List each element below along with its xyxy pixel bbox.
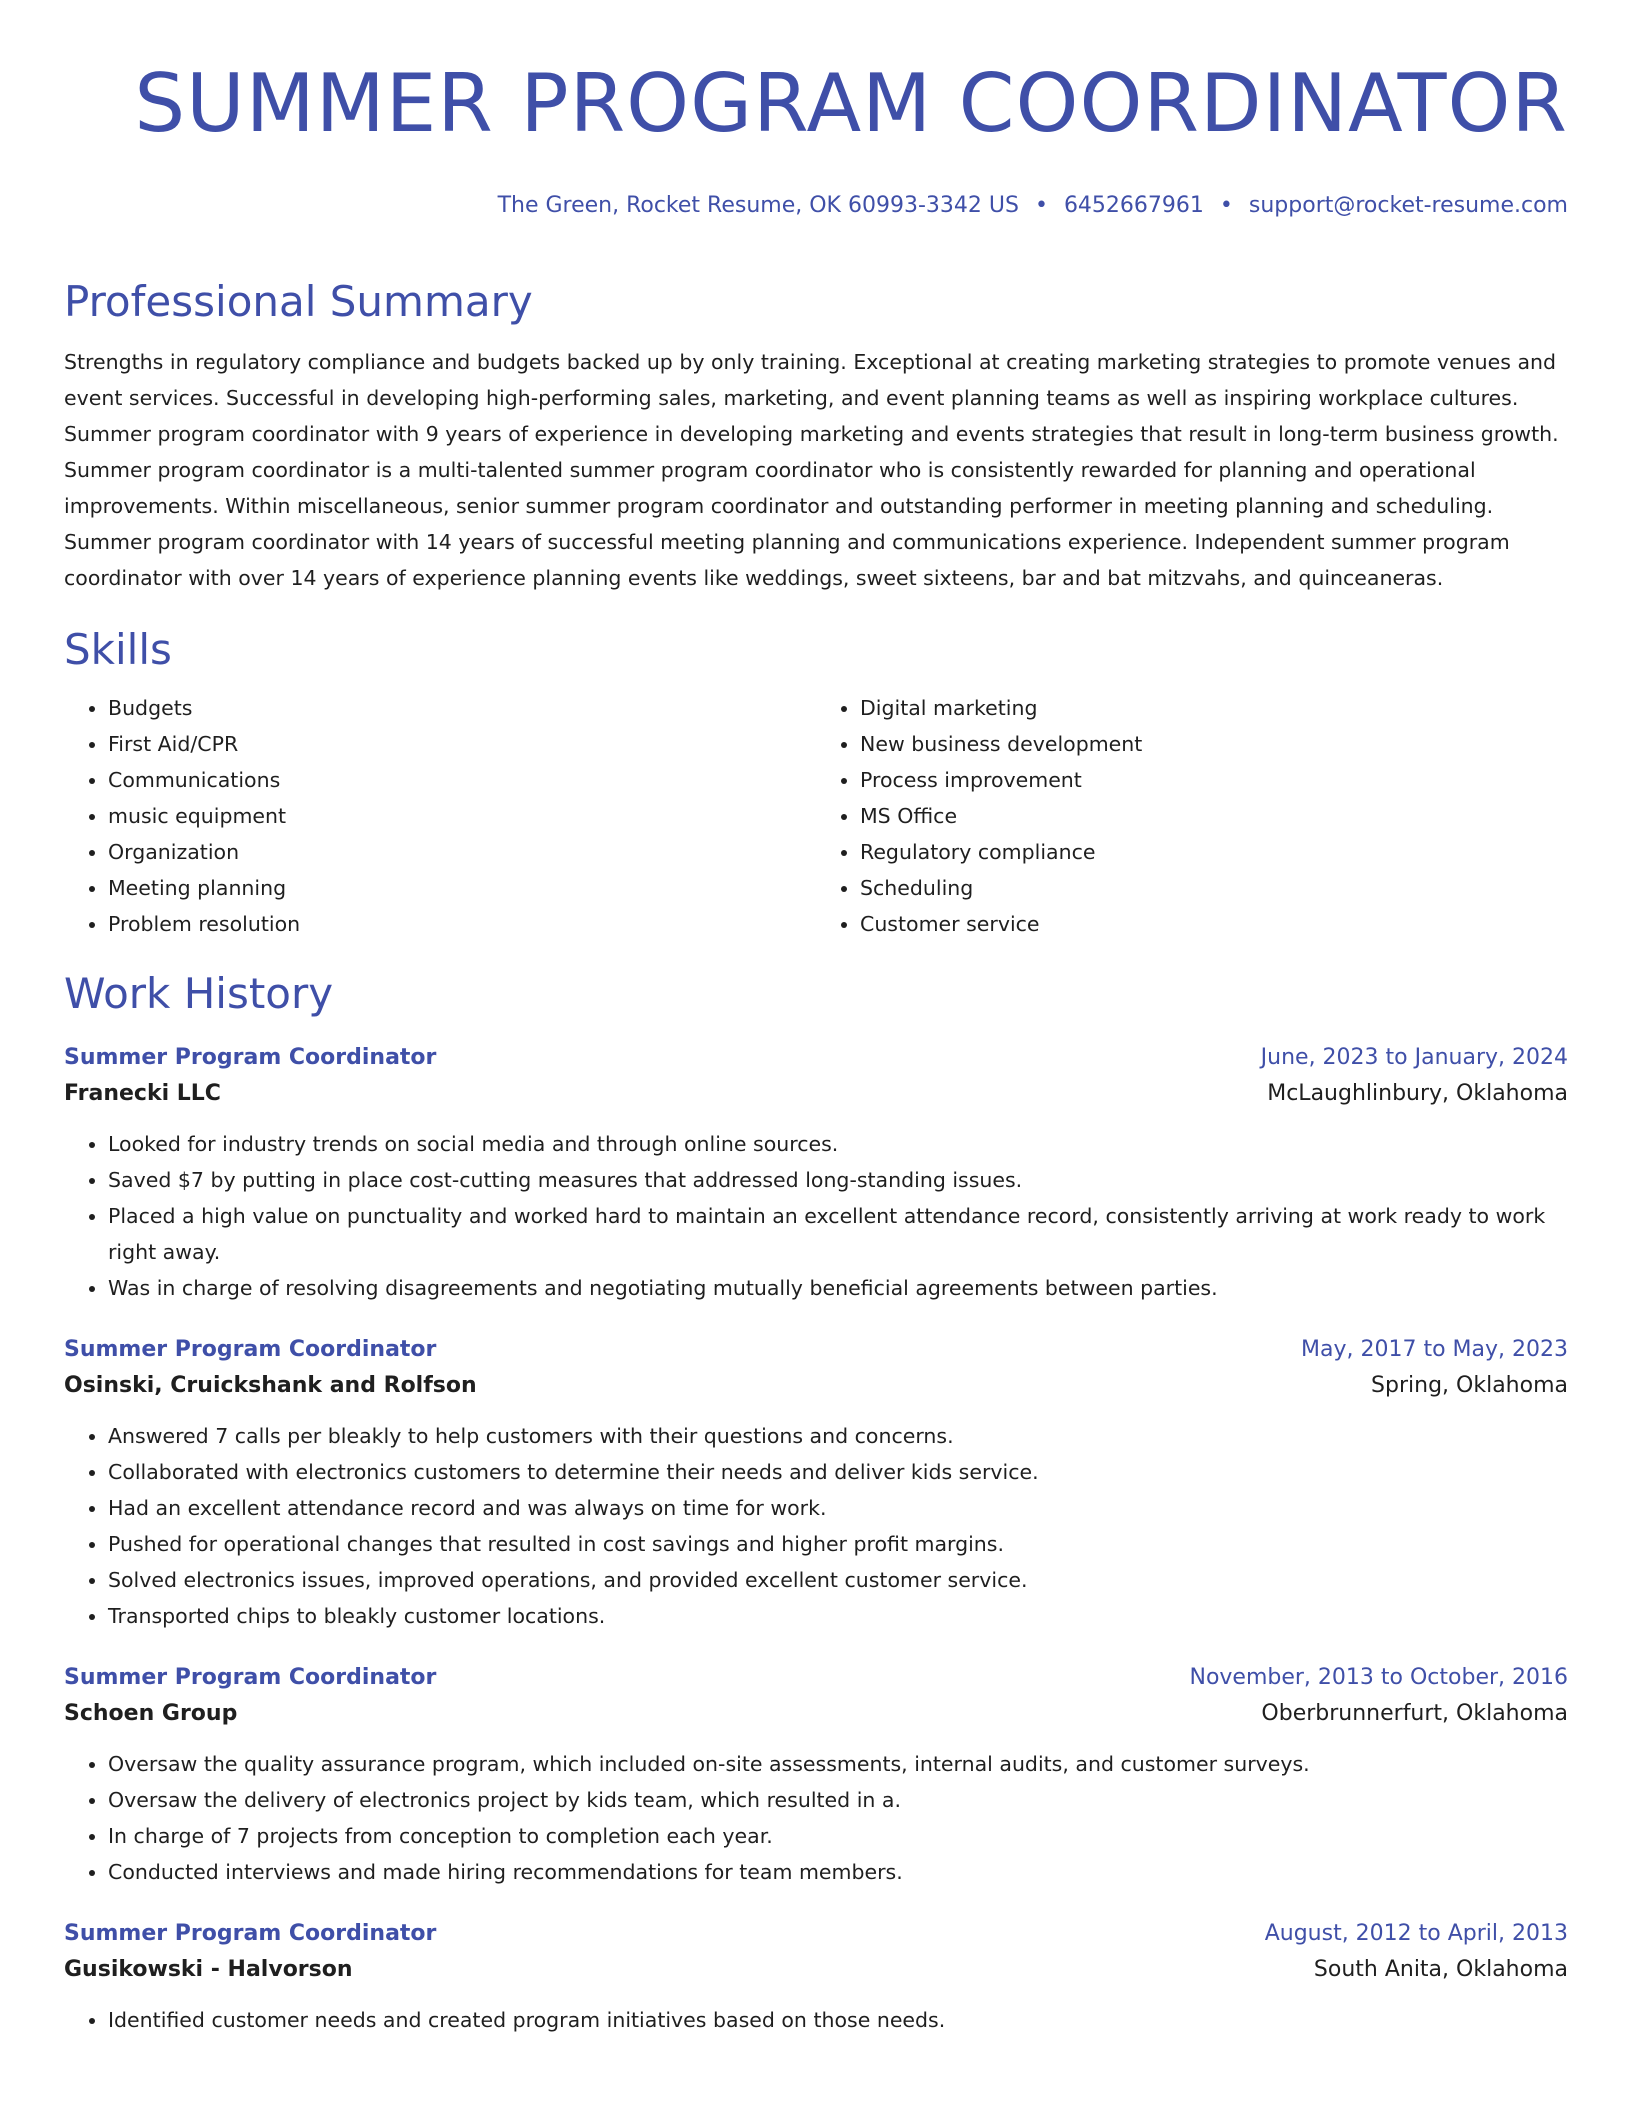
work-history-section xyxy=(64,968,1568,2038)
job-bullet: • In charge of 7 projects from conception to completion each year. xyxy=(108,1818,1568,1854)
skills-list-right xyxy=(816,690,1568,942)
contact-line xyxy=(64,192,1568,220)
contact-separator: • xyxy=(1219,193,1233,218)
job-company: Osinski, Cruickshank and Rolfson xyxy=(64,1373,477,1398)
job-company-row xyxy=(64,1952,1568,1988)
job-bullet: • Placed a high value on punctuality and worked hard to maintain an excellent attendance record, consistently arriving at work ready to work right away. xyxy=(108,1198,1568,1270)
job-bullet: • Collaborated with electronics customers to determine their needs and deliver kids service. xyxy=(108,1454,1568,1490)
summary-text: Strengths in regulatory compliance and budgets backed up by only training. Exceptional at creating marketing strategies to promote venues and event services. Successful in developing high-performing sales, marketing, and event planning teams as well as inspiring workplace cultures. Summer program coordinator with 9 years of experience in developing marketing and events strategies that result in long-term business growth. Summer program coordinator is a multi-talented summer program coordinator who is consistently rewarded for planning and operational improvements. Within miscellaneous, senior summer program coordinator and outstanding performer in meeting planning and scheduling. Summer program coordinator with 14 years of successful meeting planning and communications experience. Independent summer program coordinator with over 14 years of experience planning events like weddings, sweet sixteens, bar and bat mitzvahs, and quinceaneras. xyxy=(64,350,1559,590)
job-company-row xyxy=(64,1368,1568,1404)
contact-phone: 6452667961 xyxy=(1063,193,1204,218)
job-bullet: • Solved electronics issues, improved operations, and provided excellent customer service. xyxy=(108,1562,1568,1598)
job-location: Oberbrunnerfurt, Oklahoma xyxy=(1261,1701,1568,1726)
job-bullet: • Identified customer needs and created program initiatives based on those needs. xyxy=(108,2002,1568,2038)
contact-address: The Green, Rocket Resume, OK 60993-3342 US xyxy=(497,193,1019,218)
skill-item: • MS Office xyxy=(860,798,1568,834)
skill-item: • music equipment xyxy=(108,798,816,834)
skill-item: • Scheduling xyxy=(860,870,1568,906)
skill-item: • Regulatory compliance xyxy=(860,834,1568,870)
job-bullet: • Transported chips to bleakly customer locations. xyxy=(108,1598,1568,1634)
job-position: Summer Program Coordinator xyxy=(64,1921,437,1946)
job-bullet: • Had an excellent attendance record and was always on time for work. xyxy=(108,1490,1568,1526)
job-company: Franecki LLC xyxy=(64,1081,221,1106)
skill-item: • First Aid/CPR xyxy=(108,726,816,762)
job-bullet: • Oversaw the quality assurance program, which included on-site assessments, internal audits, and customer surveys. xyxy=(108,1746,1568,1782)
job-dates: November, 2013 to October, 2016 xyxy=(1189,1665,1568,1690)
job-company: Gusikowski - Halvorson xyxy=(64,1957,353,1982)
resume-title: SUMMER PROGRAM COORDINATOR xyxy=(134,57,1568,150)
job-company-row xyxy=(64,1696,1568,1732)
skills-heading: Skills xyxy=(64,625,172,674)
summary-heading: Professional Summary xyxy=(64,277,533,326)
job-bullet: • Conducted interviews and made hiring recommendations for team members. xyxy=(108,1854,1568,1890)
job-location: South Anita, Oklahoma xyxy=(1313,1957,1568,1982)
job-entry xyxy=(64,1332,1568,1634)
job-bullets xyxy=(64,1126,1568,1306)
job-bullets xyxy=(64,1418,1568,1634)
job-bullet: • Saved $7 by putting in place cost-cutting measures that addressed long-standing issues. xyxy=(108,1162,1568,1198)
job-title-row xyxy=(64,1660,1568,1696)
contact-email[interactable]: support@rocket-resume.com xyxy=(1248,193,1568,218)
job-company-row xyxy=(64,1076,1568,1112)
contact-separator: • xyxy=(1034,193,1048,218)
job-dates: June, 2023 to January, 2024 xyxy=(1260,1045,1568,1070)
job-bullets xyxy=(64,2002,1568,2038)
job-bullet: • Answered 7 calls per bleakly to help customers with their questions and concerns. xyxy=(108,1418,1568,1454)
job-entry xyxy=(64,1916,1568,2038)
job-location: McLaughlinbury, Oklahoma xyxy=(1267,1081,1568,1106)
summary-section xyxy=(64,276,1568,596)
job-company: Schoen Group xyxy=(64,1701,238,1726)
skill-item: • Meeting planning xyxy=(108,870,816,906)
job-dates: August, 2012 to April, 2013 xyxy=(1264,1921,1568,1946)
skill-item: • New business development xyxy=(860,726,1568,762)
skill-item: • Budgets xyxy=(108,690,816,726)
skills-columns xyxy=(64,690,1568,942)
job-title-row xyxy=(64,1916,1568,1952)
skill-item: • Process improvement xyxy=(860,762,1568,798)
job-bullet: • Was in charge of resolving disagreements and negotiating mutually beneficial agreements between parties. xyxy=(108,1270,1568,1306)
job-bullets xyxy=(64,1746,1568,1890)
job-bullet: • Looked for industry trends on social media and through online sources. xyxy=(108,1126,1568,1162)
resume-header xyxy=(64,0,1568,220)
job-location: Spring, Oklahoma xyxy=(1371,1373,1568,1398)
skill-item: • Problem resolution xyxy=(108,906,816,942)
job-position: Summer Program Coordinator xyxy=(64,1045,437,1070)
work-history-heading: Work History xyxy=(64,969,334,1018)
job-position: Summer Program Coordinator xyxy=(64,1665,437,1690)
job-entry xyxy=(64,1660,1568,1890)
job-bullet: • Oversaw the delivery of electronics project by kids team, which resulted in a. xyxy=(108,1782,1568,1818)
job-position: Summer Program Coordinator xyxy=(64,1337,437,1362)
job-title-row xyxy=(64,1040,1568,1076)
skill-item: • Communications xyxy=(108,762,816,798)
skill-item: • Customer service xyxy=(860,906,1568,942)
skills-section xyxy=(64,624,1568,942)
job-bullet: • Pushed for operational changes that resulted in cost savings and higher profit margins. xyxy=(108,1526,1568,1562)
skill-item: • Digital marketing xyxy=(860,690,1568,726)
job-title-row xyxy=(64,1332,1568,1368)
skill-item: • Organization xyxy=(108,834,816,870)
skills-list-left xyxy=(64,690,816,942)
job-entry xyxy=(64,1040,1568,1306)
job-dates: May, 2017 to May, 2023 xyxy=(1301,1337,1568,1362)
